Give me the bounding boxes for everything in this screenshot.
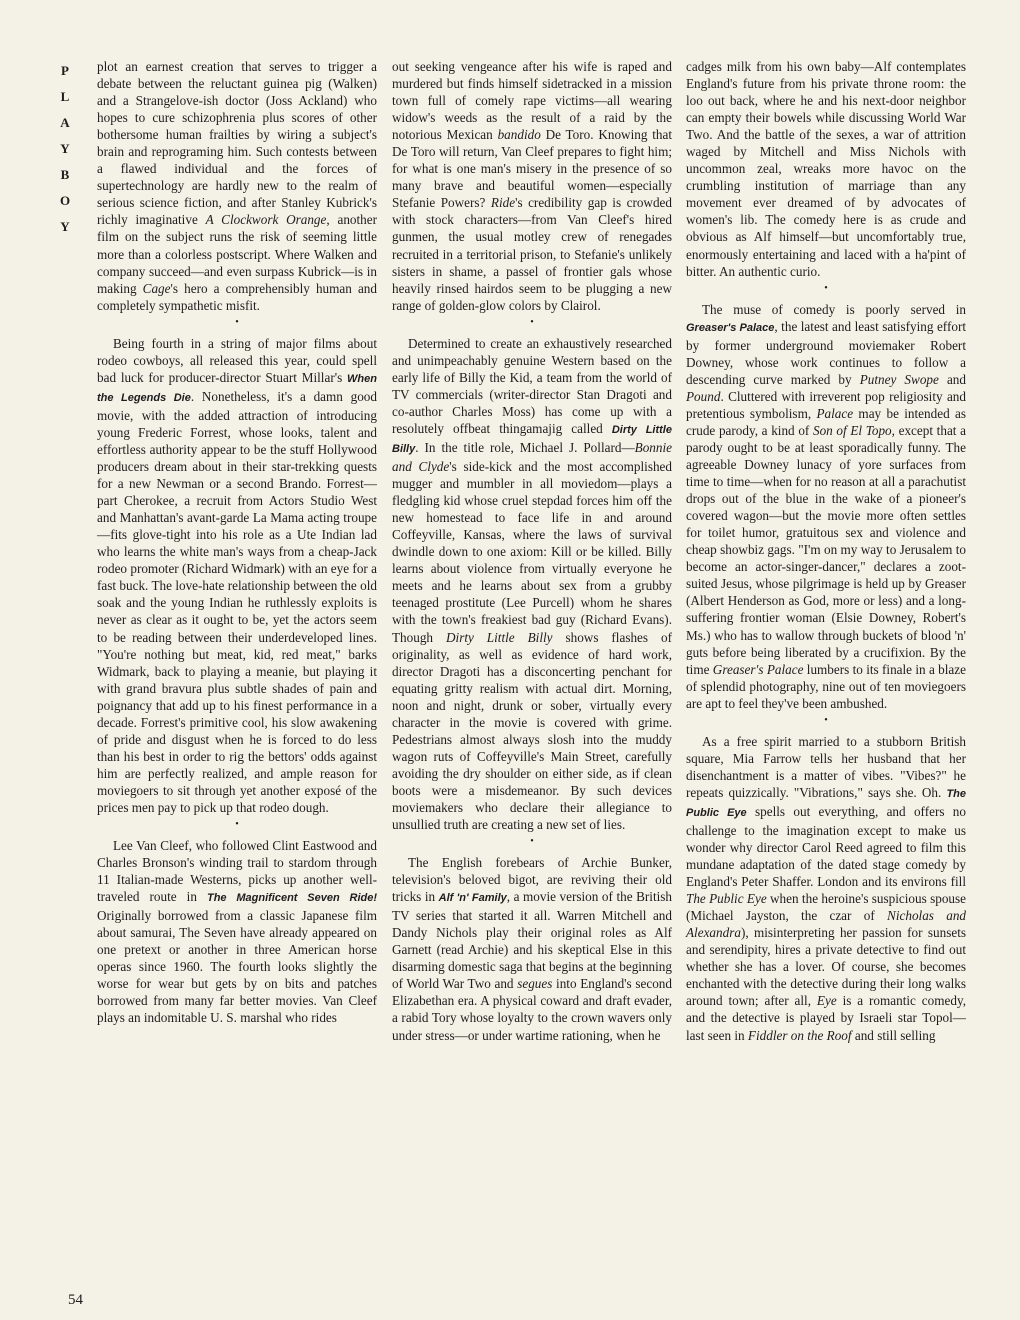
- paragraph-text: shows flashes of originality, as well as evidence of hard work, director Dragoti has a disconcerting penchant for equating gritty realism with actual dirt. Morning, noon and night, drunk or sober, virtually every character in the movie is covered with grime. Pedestrians almost always slosh into the muddy wagon ruts of Coffeyville's Main Street, carefully avoiding the dry shoulder on either side, as if clean boots were a misdemeanor. By such devices moviemakers who declare their allegiance to unsullied truth are creating a new set of lies.: [392, 629, 672, 833]
- paragraph-text: , except that a parody ought to be at least sporadically funny. The agreeable Downey lunacy of yore surfaces from time to time—when for no reason at all a parachutist drops out of the blue in the wake of a pioneer's covered wagon—but the movie more often settles for toilet humor, gratuitous sex and violence and cheap showbiz gags. "I'm on my way to Jerusalem to become an actor-singer-dancer," declares a zoot-suited Jesus, whose pilgrimage is held up by Greaser (Albert Henderson as God, more or less) and a long-suffering frontier woman (Elsie Downey, Robert's Ms.) who has to wallow through buckets of blood 'n' guts before being liberated by a crucifixion. By the time: [686, 422, 966, 677]
- paragraph: [392, 335, 672, 833]
- section-bullet: •: [235, 316, 239, 328]
- paragraph-text: Lee Van Cleef, who followed Clint Eastwood and Charles Bronson's winding trail to stardom through 11 Italian-made Westerns, picks up another well-traveled route in: [97, 838, 377, 905]
- paragraph-text: when the heroine's suspicious spouse (Michael Jayston, the czar of: [686, 891, 967, 924]
- paragraph-text: As a free spirit married to a stubborn British square, Mia Farrow tells her husband that her disenchantment is a matter of vibes. "Vibes?" he repeats quizzically. "Vibrations," says she. Oh.: [686, 733, 966, 800]
- section-bullet: •: [530, 836, 534, 848]
- paragraph-text: The muse of comedy is poorly served in: [702, 301, 966, 317]
- emphasis: segues: [517, 976, 553, 992]
- paragraph: [392, 58, 672, 314]
- film-title: Greaser's Palace: [686, 321, 775, 334]
- masthead-letter: Y: [60, 219, 70, 234]
- film-title: The Public Eye: [686, 787, 966, 819]
- magazine-masthead: [52, 58, 78, 240]
- paragraph: [392, 854, 672, 1044]
- paragraph-text: plot an earnest creation that serves to trigger a debate between the reluctant guinea pig (Walken) and a Strangelove-ish doctor (Joss Ackland) who hopes to cure schizophrenia plus scores of other bothersome human frailties by wiring a subject's brain and reprograming him. Such contests between a flawed individual and the forces of supertechnology are hardly new to the realm of serious science fiction, and after Stanley Kubrick's richly imaginative: [97, 59, 377, 228]
- film-title: Palace: [816, 405, 854, 421]
- paragraph-text: 's credibility gap is crowded with stock characters—from Van Cleef's hired gunmen, the usual motley crew of renegades recruited in a territorial prison, to Stefanie's unlikely sisters in shame, a passel of frontier gals whose heavily rinsed hairdos seem to be plugging a new range of golden-glow colors by Clairol.: [392, 195, 672, 313]
- paragraph-text: . Nonetheless, it's a damn good movie, with the added attraction of introducing young Frederic Forrest, whose looks, talent and effortless authority appear to be the stuff Hollywood producers dream about in their star-trekking quests for a new Newman or a second Brando. Forrest—part Cherokee, a recruit from Actors Studio West and Manhattan's avant-garde La Mama acting troupe—fits glove-tight into his role as a Ute Indian lad who learns the white man's ways from a cheap-Jack rodeo promoter (Richard Widmark) with an eye for a fast buck. The love-hate relationship between the old soak and the young Indian he ruthlessly exploits is never as clear as it ought to be, yet the actors seem to be reading between their underdeveloped lines. "You're nothing but meat, kid, red meat," barks Widmark, back to playing a meanie, but playing it with grand bravura plus subtle shades of pain and poignancy that add up to his finest performance in a decade. Forrest's primitive cool, his slow awakening of pride and disgust when he is forced to do less than his best in order to rig the bettors' odds against him are perfectly realized, and ample reason for moviegoers to sit through yet another exposé of the prices men pay to pick up that rodeo dough.: [97, 388, 377, 815]
- paragraph-text: and still selling: [851, 1027, 936, 1043]
- section-bullet: •: [824, 714, 828, 726]
- paragraph-text: out seeking vengeance after his wife is raped and murdered but finds himself sidetracked in a mission town full of comely rape victims—all wearing widow's weeds as the result of a raid by the notorious Mexican: [392, 59, 672, 143]
- text-column-1: [97, 58, 377, 1027]
- paragraph-text: , the latest and least satisfying effort by former underground moviemaker Robert Downey, whose work continues to follow a descending curve marked by: [686, 318, 966, 387]
- paragraph: [97, 335, 377, 816]
- paragraph-text: cadges milk from his own baby—Alf contemplates England's future from his private throne room: the loo out back, where he and his next-door neighbor can empty their bowels while discussing World War Two. And the battle of the sexes, a war of attrition waged by Mitchell and Miss Nichols with uncommon zeal, wreaks more havoc on the crumbling institution of marriage than any movement ever dreamed of by advocates of women's lib. The comedy here is as crude and obvious as Alf himself—but uncomfortably true, enormously entertaining and laced with a ha'pint of bitter. An authentic curio.: [686, 59, 966, 279]
- film-title: Nicholas and Alexandra: [686, 908, 967, 941]
- paragraph: [686, 58, 966, 280]
- film-title: Dirty Little Billy: [392, 423, 672, 455]
- film-title: When the Legends Die: [97, 372, 377, 404]
- paragraph-text: . In the title role, Michael J. Pollard—: [415, 439, 635, 455]
- paragraph-text: , another film on the subject runs the risk of seeming little more than a colorless postscript. Where Walken and company succeed—and even surpass Kubrick—is in making: [97, 212, 378, 296]
- paragraph: [97, 837, 377, 1027]
- paragraph: [97, 58, 377, 314]
- paragraph: [686, 733, 966, 1044]
- masthead-letter: B: [60, 167, 70, 182]
- film-title: Cage: [142, 280, 171, 296]
- paragraph-text: ), misinterpreting her passion for sunsets and serendipity, hires a private detective to find out whether she has a lover. Of course, she becomes enchanted with the detective during their long walks around town; after all,: [686, 925, 966, 1009]
- page-number: 54: [68, 1292, 83, 1308]
- film-title: Ride: [490, 195, 516, 211]
- section-bullet: •: [824, 282, 828, 294]
- section-bullet: •: [530, 316, 534, 328]
- masthead-letter: O: [59, 193, 71, 208]
- emphasis: bandido: [497, 127, 541, 143]
- film-title: Fiddler on the Roof: [747, 1027, 852, 1043]
- paragraph-text: Determined to create an exhaustively researched and unimpeachably genuine Western based on the early life of Billy the Kid, a team from the world of TV commercials (writer-director Stan Dragoti and co-author Charles Moss) has come up with a resolutely offbeat thingamajig called: [392, 335, 672, 436]
- paragraph-text: is a romantic comedy, and the detective is played by Israeli star Topol—last seen in: [686, 993, 966, 1043]
- paragraph-text: into England's second Elizabethan era. A physical coward and draft evader, a rabid Tory whose loyalty to the crown wavers only under stress—or under wartime rationing, when he: [392, 976, 672, 1043]
- film-title: The Public Eye: [686, 891, 767, 907]
- text-column-3: [686, 58, 966, 1044]
- paragraph-text: , a movie version of the British TV series that started it all. Warren Mitchell and Dandy Nichols play their original roles as Alf Garnett (read Archie) and his skeptical Else in this disarming domestic saga that begins at the beginning of World War Two and: [392, 889, 673, 992]
- paragraph-text: lumbers to its finale in a blaze of splendid photography, nine out of ten moviegoers are apt to feel they've been ambushed.: [686, 661, 966, 711]
- film-title: Putney Swope: [859, 371, 939, 387]
- paragraph-text: and: [938, 371, 966, 387]
- film-title: Pound: [686, 388, 721, 404]
- paragraph-text: spells out everything, and offers no challenge to the imagination except to make us wonder why director Carol Reed agreed to film this mundane adaptation of the dated stage comedy by England's Peter Shaffer. London and its environs fill: [686, 803, 966, 890]
- film-title: The Magnificent Seven Ride!: [206, 892, 377, 905]
- paragraph-text: 's side-kick and the most accomplished mugger and mumbler in all moviedom—plays a fledgling kid whose cruel stepdad forces him off the new homestead to face life in and around Coffeyville, Kansas, where the laws of survival dwindle down to one axiom: Kill or be killed. Billy learns about violence from virtually everyone he meets and he learns about sex from a grubby teenaged prostitute (Lee Purcell) whom he shares with the town's freakiest bad guy (Richard Evans). Though: [392, 459, 672, 645]
- film-title: A Clockwork Orange: [205, 212, 327, 228]
- paragraph-text: Originally borrowed from a classic Japanese film about samurai, The Seven have already appeared on one pretext or another in three American horse operas since 1960. The fourth looks slightly the worse for wear but gets by on bits and patches borrowed from many far better movies. Van Cleef plays an indomitable U. S. marshal who rides: [97, 908, 377, 1026]
- film-title: Eye: [816, 993, 837, 1009]
- paragraph-text: The English forebears of Archie Bunker, television's beloved bigot, are reviving their old tricks in: [392, 855, 672, 905]
- section-bullet: •: [235, 819, 239, 831]
- paragraph-text: De Toro. Knowing that De Toro will return, Van Cleef prepares to fight him; for what is one man's misery in the presence of so many brave and beautiful women—especially Stefanie Powers?: [392, 127, 672, 211]
- film-title: Son of El Topo: [812, 422, 892, 438]
- masthead-letter: L: [60, 89, 70, 104]
- masthead-letter: P: [61, 63, 69, 78]
- paragraph-text: Being fourth in a string of major films about rodeo cowboys, all released this year, could spell bad luck for producer-director Stuart Millar's: [97, 335, 377, 385]
- film-title: Dirty Little Billy: [446, 629, 553, 645]
- text-column-2: [392, 58, 672, 1044]
- masthead-letter: Y: [60, 141, 70, 156]
- film-title: Alf 'n' Family: [438, 892, 507, 905]
- paragraph-text: . Cluttered with irreverent pop religiosity and pretentious symbolism,: [686, 388, 966, 421]
- paragraph-text: may be intended as crude parody, a kind of: [686, 405, 966, 438]
- film-title: Bonnie and Clyde: [392, 439, 672, 475]
- paragraph: [686, 301, 966, 712]
- paragraph-text: 's hero a comprehensibly human and completely sympathetic misfit.: [97, 280, 377, 313]
- film-title: Greaser's Palace: [712, 661, 804, 677]
- masthead-letter: A: [60, 115, 70, 130]
